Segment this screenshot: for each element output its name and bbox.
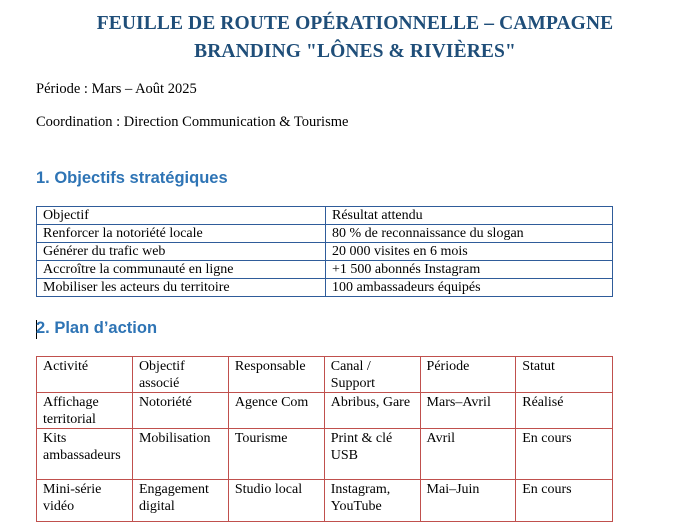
objectives-table bbox=[36, 206, 613, 297]
title-line-2: BRANDING "LÔNES & RIVIÈRES" bbox=[194, 41, 516, 62]
period-line: Période : Mars – Août 2025 bbox=[36, 81, 197, 97]
table-cell: Kits ambassadeurs bbox=[37, 429, 133, 480]
action-plan-table bbox=[36, 356, 613, 522]
table-header-row bbox=[37, 207, 613, 225]
table-cell: Mini-série vidéo bbox=[37, 480, 133, 522]
table-cell: Abribus, Gare bbox=[324, 393, 420, 429]
table-header-cell: Responsable bbox=[228, 357, 324, 393]
table-row bbox=[37, 393, 613, 429]
table-cell: Mars–Avril bbox=[420, 393, 516, 429]
table-cell: Engagement digital bbox=[132, 480, 228, 522]
table-cell: Renforcer la notoriété locale bbox=[37, 225, 326, 243]
table-cell: Accroître la communauté en ligne bbox=[37, 261, 326, 279]
table-cell: En cours bbox=[516, 480, 613, 522]
coordination-line: Coordination : Direction Communication & Tourisme bbox=[36, 114, 349, 130]
table-cell: 80 % de reconnaissance du slogan bbox=[326, 225, 613, 243]
table-cell: Mobilisation bbox=[132, 429, 228, 480]
table-header-cell: Canal / Support bbox=[324, 357, 420, 393]
table-cell: Agence Com bbox=[228, 393, 324, 429]
table-cell: Tourisme bbox=[228, 429, 324, 480]
table-cell: Notoriété bbox=[132, 393, 228, 429]
table-row bbox=[37, 480, 613, 522]
table-row bbox=[37, 225, 613, 243]
table-cell: Mai–Juin bbox=[420, 480, 516, 522]
table-header-row bbox=[37, 357, 613, 393]
table-header-cell: Résultat attendu bbox=[326, 207, 613, 225]
table-cell: Instagram, YouTube bbox=[324, 480, 420, 522]
table-cell: Avril bbox=[420, 429, 516, 480]
table-cell: En cours bbox=[516, 429, 613, 480]
table-cell: Studio local bbox=[228, 480, 324, 522]
table-cell: 100 ambassadeurs équipés bbox=[326, 279, 613, 297]
table-cell: Réalisé bbox=[516, 393, 613, 429]
document-title bbox=[0, 10, 696, 66]
section-2-heading: 2. Plan d’action bbox=[36, 319, 158, 337]
title-line-1: FEUILLE DE ROUTE OPÉRATIONNELLE – CAMPAGNE bbox=[96, 13, 614, 34]
table-cell: 20 000 visites en 6 mois bbox=[326, 243, 613, 261]
table-row bbox=[37, 243, 613, 261]
table-row bbox=[37, 261, 613, 279]
table-cell: Affichage territorial bbox=[37, 393, 133, 429]
table-header-cell: Période bbox=[420, 357, 516, 393]
table-row bbox=[37, 429, 613, 480]
table-header-cell: Statut bbox=[516, 357, 613, 393]
table-header-cell: Objectif bbox=[37, 207, 326, 225]
section-1-heading: 1. Objectifs stratégiques bbox=[36, 169, 228, 187]
table-cell: +1 500 abonnés Instagram bbox=[326, 261, 613, 279]
table-row bbox=[37, 279, 613, 297]
table-cell: Mobiliser les acteurs du territoire bbox=[37, 279, 326, 297]
table-header-cell: Objectif associé bbox=[132, 357, 228, 393]
table-cell: Générer du trafic web bbox=[37, 243, 326, 261]
table-cell: Print & clé USB bbox=[324, 429, 420, 480]
table-header-cell: Activité bbox=[37, 357, 133, 393]
